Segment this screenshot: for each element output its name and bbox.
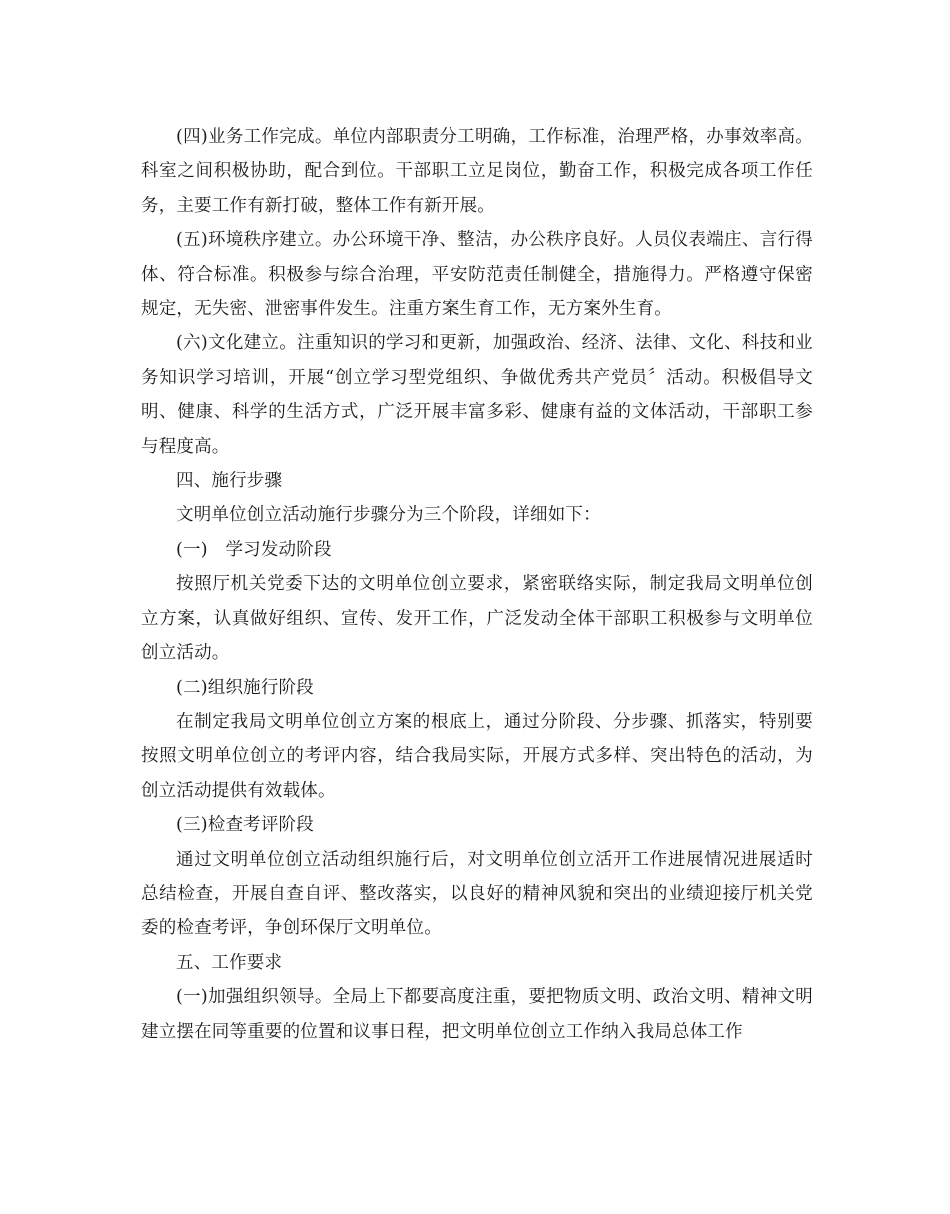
- section-heading-requirements: 五、工作要求: [176, 952, 283, 973]
- paragraph-environment-order: (五)环境秩序建立。办公环境干净、整洁，办公秩序良好。人员仪表端庄、言行得体、符合标准。积极参与综合治理，平安防范责任制健全，措施得力。严格遵守保密规定，无失密、泄密事件发生。注重方案生育工作，无方案外生育。: [141, 230, 813, 320]
- subheading-study-stage: (一) 学习发动阶段: [176, 539, 332, 560]
- subheading-implementation-stage: (二)组织施行阶段: [176, 677, 314, 698]
- paragraph-inspection-stage: 通过文明单位创立活动组织施行后，对文明单位创立活开工作进展情况进展适时总结检查，开展自查自评、整改落实，以良好的精神风貌和突出的业绩迎接厅机关党委的检查考评，争创环保厅文明单位。: [141, 849, 813, 939]
- paragraph-implementation-stage: 在制定我局文明单位创立方案的根底上，通过分阶段、分步骤、抓落实，特别要按照文明单位创立的考评内容，结合我局实际，开展方式多样、突出特色的活动，为创立活动提供有效载体。: [141, 711, 813, 801]
- paragraph-study-stage: 按照厅机关党委下达的文明单位创立要求，紧密联络实际，制定我局文明单位创立方案，认真做好组织、宣传、发开工作，广泛发动全体干部职工积极参与文明单位创立活动。: [141, 574, 813, 664]
- section-heading-steps: 四、施行步骤: [176, 471, 283, 492]
- paragraph-culture: (六)文化建立。注重知识的学习和更新，加强政治、经济、法律、文化、科技和业务知识学习培训，开展“创立学习型党组织、争做优秀共产党员〞活动。积极倡导文明、健康、科学的生活方式，广泛开展丰富多彩、健康有益的文体活动，干部职工参与程度高。: [141, 333, 813, 457]
- paragraph-steps-intro: 文明单位创立活动施行步骤分为三个阶段，详细如下：: [176, 505, 601, 526]
- document-body: [141, 120, 813, 1049]
- paragraph-business-work: (四)业务工作完成。单位内部职责分工明确，工作标准，治理严格，办事效率高。科室之间积极协助，配合到位。干部职工立足岗位，勤奋工作，积极完成各项工作任务，主要工作有新打破，整体工作有新开展。: [141, 127, 813, 216]
- paragraph-leadership: (一)加强组织领导。全局上下都要高度注重，要把物质文明、政治文明、精神文明建立摆在同等重要的位置和议事日程，把文明单位创立工作纳入我局总体工作: [141, 987, 813, 1042]
- subheading-inspection-stage: (三)检查考评阶段: [176, 815, 314, 836]
